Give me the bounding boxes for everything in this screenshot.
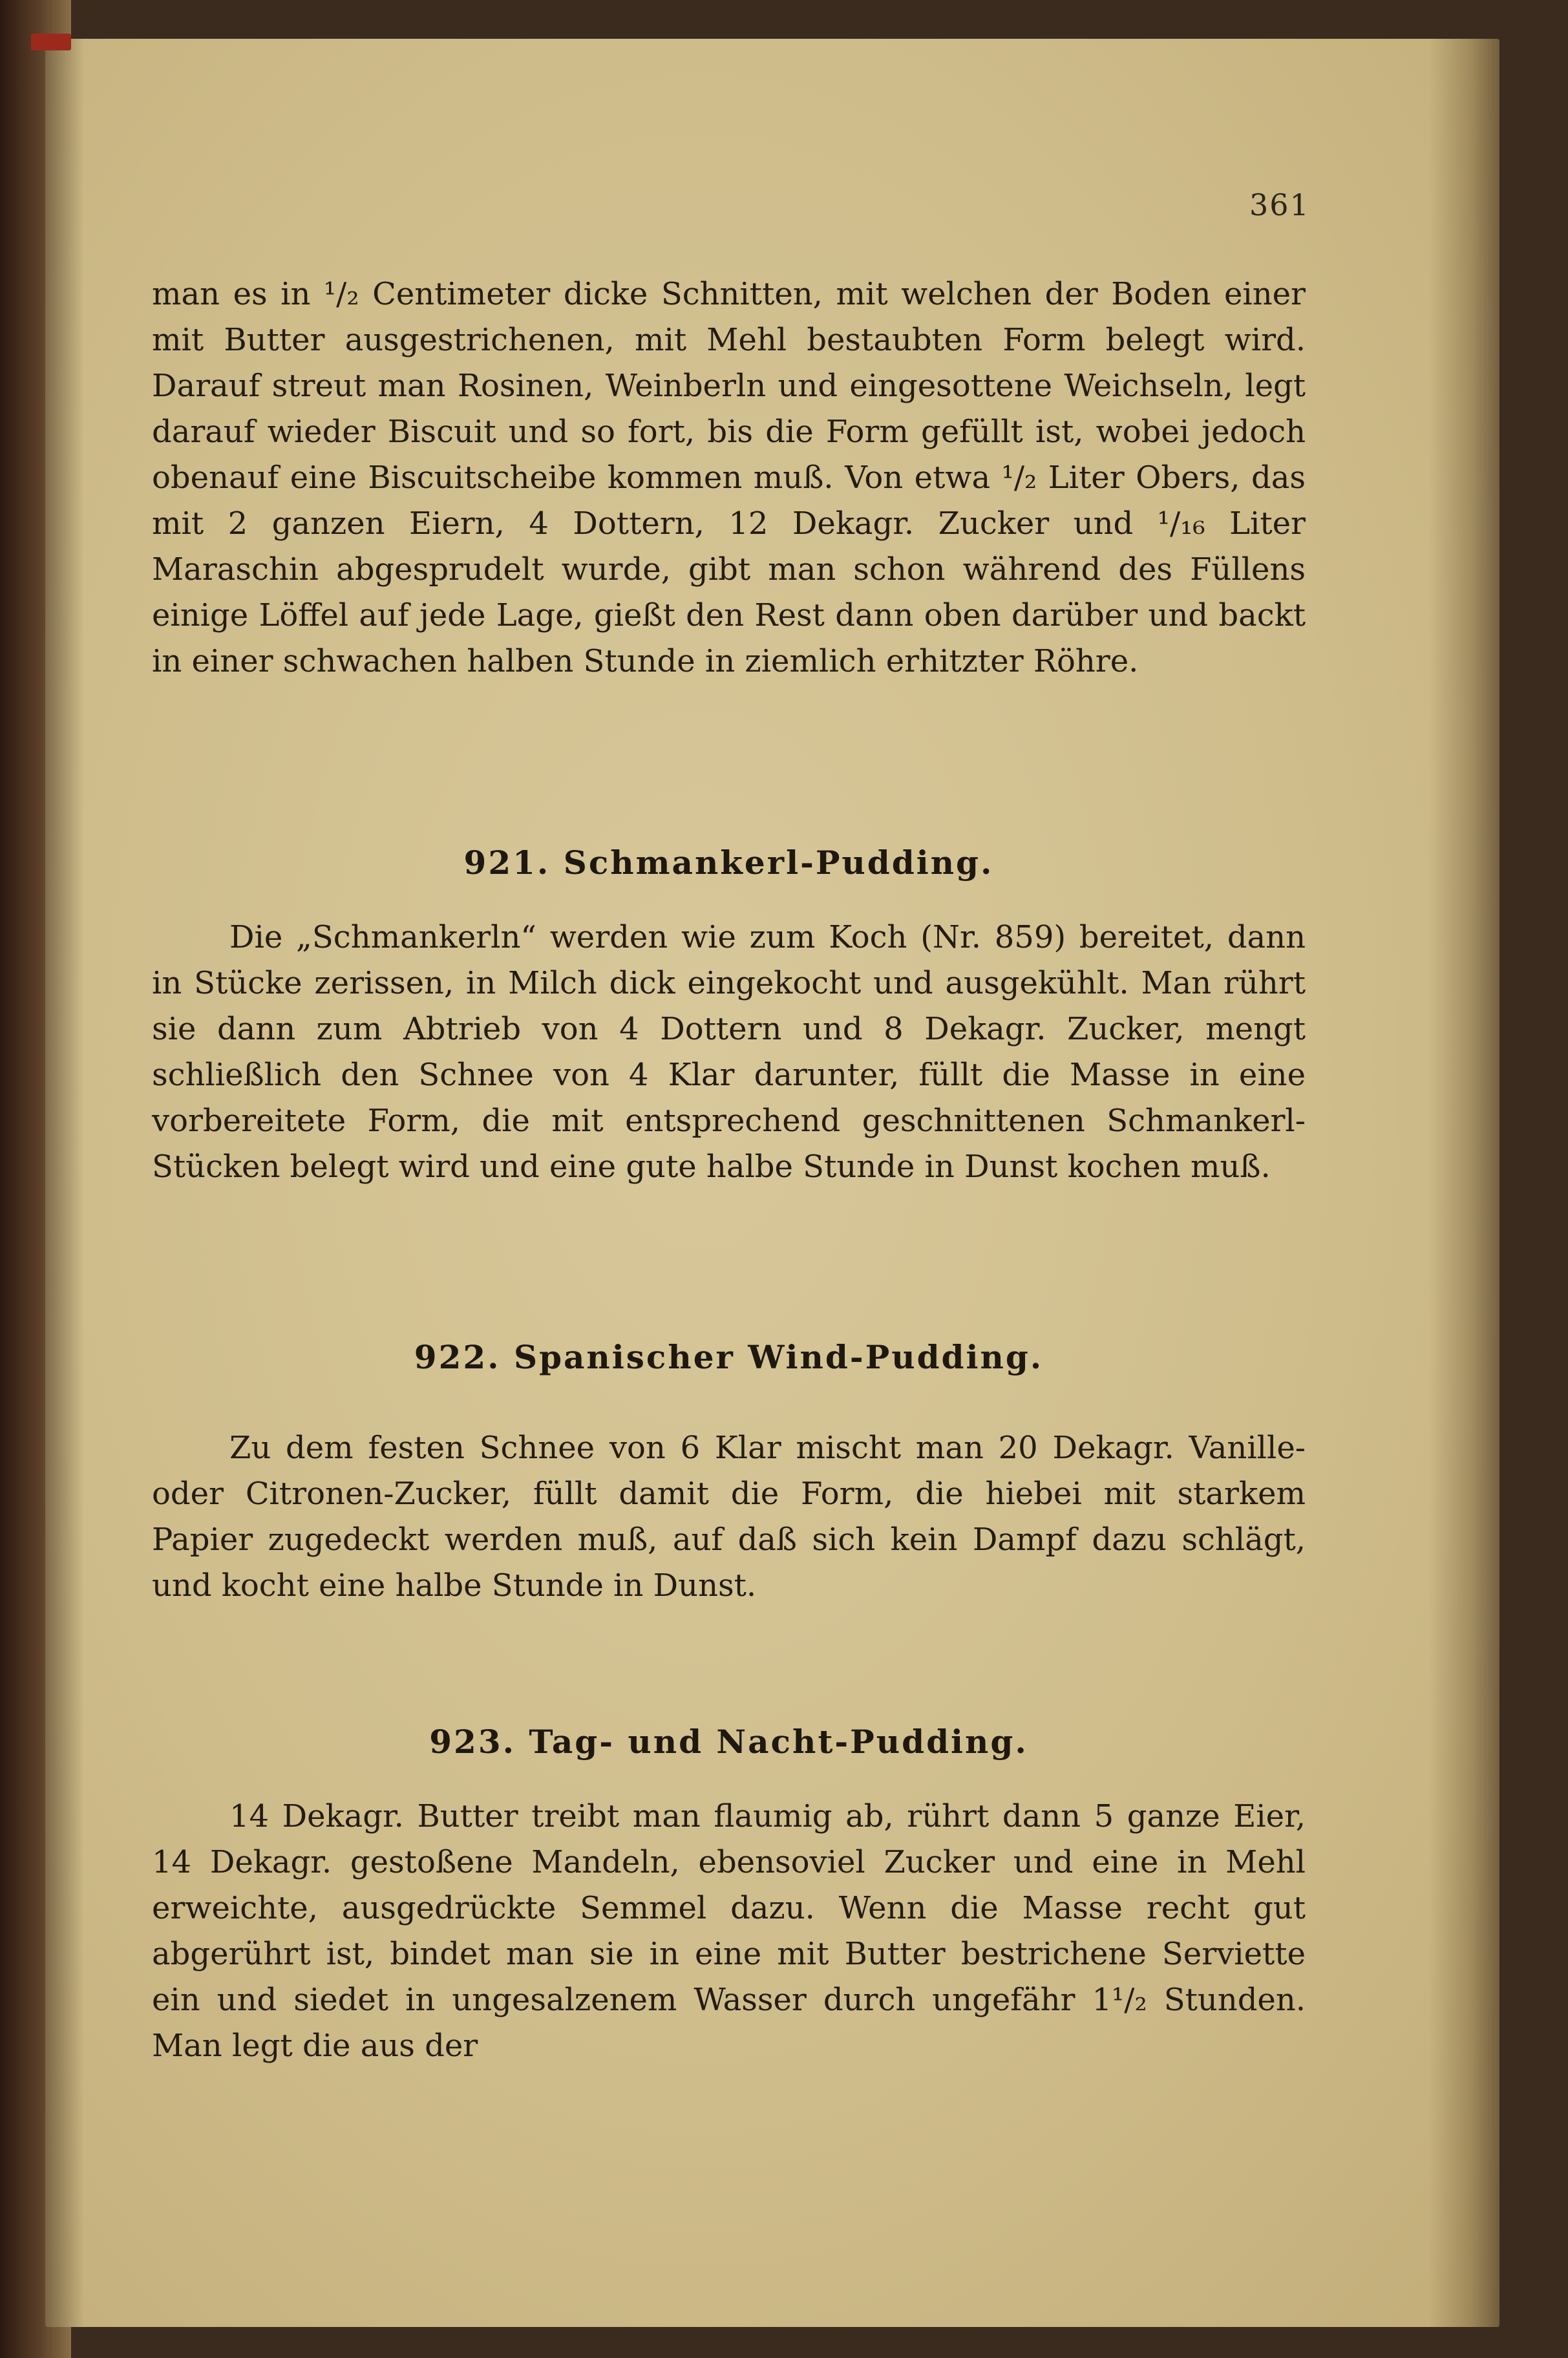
book-page <box>45 39 1499 2327</box>
gutter-shade <box>45 39 84 2327</box>
continued-paragraph <box>152 271 1306 685</box>
recipe-heading-922: 922. Spanischer Wind-Pudding. <box>414 1338 1044 1376</box>
recipe-text-921 <box>152 915 1306 1190</box>
recipe-paragraph-921: Die „Schmankerln“ werden wie zum Koch (Nr. 859) bereitet, dann in Stücke zerissen, in Milch dick eingekocht und ausgekühlt. Man rührt sie dann zum Abtrieb von 4 Dottern und 8 Dekagr. Zucker, mengt schließlich den Schnee von 4 Klar darunter, füllt die Masse in eine vorbereitete Form, die mit entsprechend geschnittenen Schmankerl-Stücken belegt wird und eine gute halbe Stunde in Dunst kochen muß. <box>152 919 1306 1185</box>
recipe-paragraph-922: Zu dem festen Schnee von 6 Klar mischt man 20 Dekagr. Vanille- oder Citronen-Zucker, füllt damit die Form, die hiebei mit starkem Papier zugedeckt werden muß, auf daß sich kein Dampf dazu schlägt, und kocht eine halbe Stunde in Dunst. <box>152 1430 1306 1604</box>
recipe-text-922 <box>152 1425 1306 1609</box>
page-edge-shade <box>1428 39 1499 2327</box>
recipe-heading-923: 923. Tag- und Nacht-Pudding. <box>429 1723 1028 1761</box>
recipe-paragraph-923: 14 Dekagr. Butter treibt man flaumig ab, rührt dann 5 ganze Eier, 14 Dekagr. gestoßene Mandeln, ebensoviel Zucker und eine in Mehl erweichte, ausgedrückte Semmel dazu. Wenn die Masse recht gut abgerührt ist, bindet man sie in eine mit Butter bestrichene Serviette ein und siedet in ungesalzenem Wasser durch ungefähr 1¹/₂ Stunden. Man legt die aus der <box>152 1798 1306 2064</box>
recipe-heading-921: 921. Schmankerl-Pudding. <box>463 844 994 882</box>
page-number: 361 <box>1249 187 1310 222</box>
recipe-text-923 <box>152 1794 1306 2069</box>
bookmark-ribbon <box>31 34 71 50</box>
continued-text: man es in ¹/₂ Centimeter dicke Schnitten, mit welchen der Boden einer mit Butter ausgestrichenen, mit Mehl bestaubten Form belegt wird. Darauf streut man Rosinen, Weinberln und eingesottene Weichseln, legt darauf wieder Biscuit und so fort, bis die Form gefüllt ist, wobei jedoch obenauf eine Biscuitscheibe kommen muß. Von etwa ¹/₂ Liter Obers, das mit 2 ganzen Eiern, 4 Dottern, 12 Dekagr. Zucker und ¹/₁₆ Liter Maraschin abgesprudelt wurde, gibt man schon während des Füllens einige Löffel auf jede Lage, gießt den Rest dann oben darüber und backt in einer schwachen halben Stunde in ziemlich erhitzter Röhre. <box>152 276 1306 679</box>
